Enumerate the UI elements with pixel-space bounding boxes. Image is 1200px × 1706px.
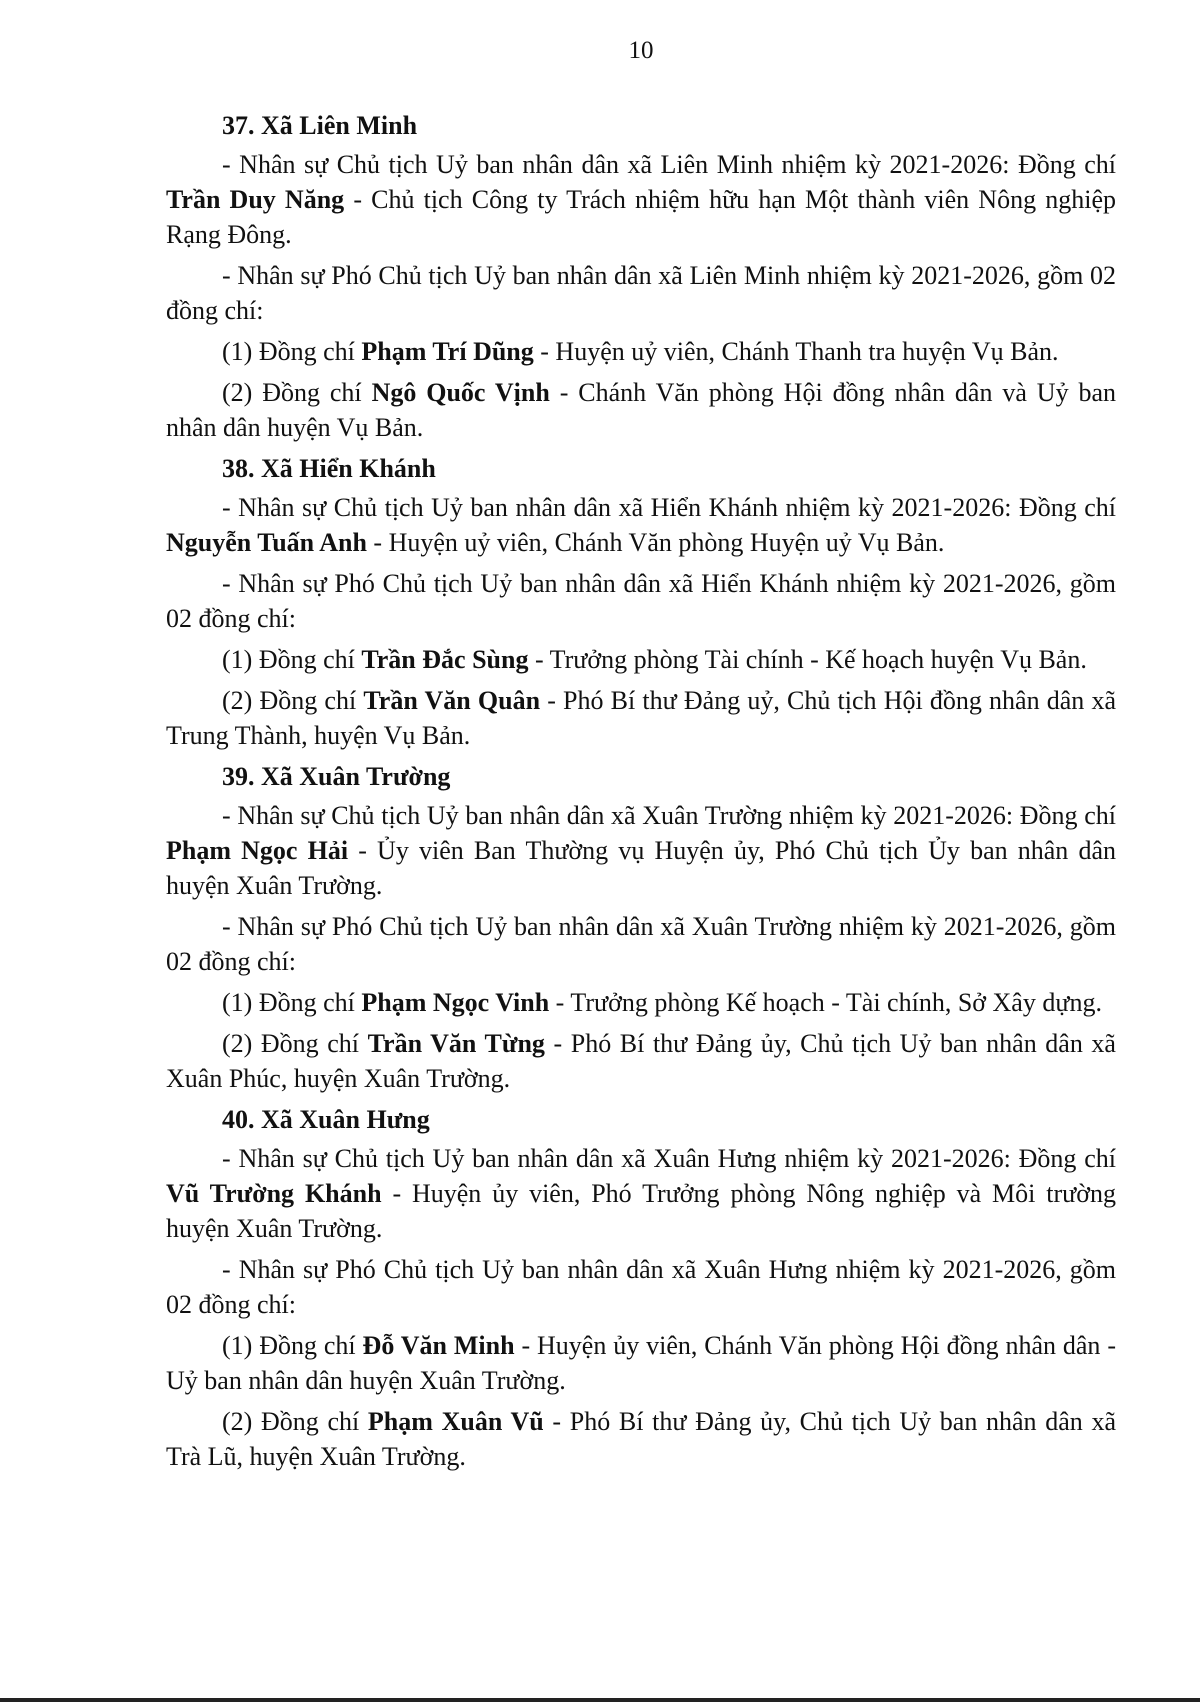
- vice-name: Phạm Ngọc Vinh: [361, 988, 550, 1017]
- section-heading: 39. Xã Xuân Trường: [222, 762, 451, 791]
- chair-paragraph: [166, 798, 1116, 903]
- page-bottom-edge: [0, 1698, 1200, 1702]
- section-heading: 37. Xã Liên Minh: [222, 111, 418, 140]
- vice-name: Phạm Xuân Vũ: [367, 1407, 544, 1436]
- vice-paragraph: [166, 1026, 1116, 1096]
- document-body: [166, 108, 1116, 1480]
- chair-text: - Nhân sự Chủ tịch Uỷ ban nhân dân xã Liên Minh nhiệm kỳ 2021-2026: Đồng chí: [222, 150, 1116, 179]
- vice-paragraph: [166, 1328, 1116, 1398]
- page-number: 10: [628, 37, 654, 64]
- vice-prefix: (2) Đồng chí: [222, 686, 364, 715]
- vice-intro: - Nhân sự Phó Chủ tịch Uỷ ban nhân dân xã Hiển Khánh nhiệm kỳ 2021-2026, gồm 02 đồng chí:: [166, 569, 1116, 633]
- chair-name: Vũ Trường Khánh: [166, 1179, 382, 1208]
- chair-paragraph: [166, 490, 1116, 560]
- vice-title: - Huyện uỷ viên, Chánh Thanh tra huyện Vụ Bản.: [533, 337, 1059, 366]
- vice-title: - Trưởng phòng Tài chính - Kế hoạch huyện Vụ Bản.: [528, 645, 1087, 674]
- vice-prefix: (2) Đồng chí: [222, 378, 372, 407]
- chair-text: - Nhân sự Chủ tịch Uỷ ban nhân dân xã Xuân Trường nhiệm kỳ 2021-2026: Đồng chí: [222, 801, 1116, 830]
- vice-paragraph: [166, 334, 1116, 369]
- chair-name: Phạm Ngọc Hải: [166, 836, 349, 865]
- section-xuan-hung: [166, 1102, 1116, 1474]
- chair-paragraph: [166, 1141, 1116, 1246]
- chair-text: - Nhân sự Chủ tịch Uỷ ban nhân dân xã Hiển Khánh nhiệm kỳ 2021-2026: Đồng chí: [222, 493, 1116, 522]
- vice-prefix: (2) Đồng chí: [222, 1407, 368, 1436]
- chair-paragraph: [166, 147, 1116, 252]
- chair-title: - Huyện uỷ viên, Chánh Văn phòng Huyện uỷ Vụ Bản.: [366, 528, 945, 557]
- vice-name: Phạm Trí Dũng: [361, 337, 534, 366]
- vice-prefix: (1) Đồng chí: [222, 645, 362, 674]
- vice-paragraph: [166, 683, 1116, 753]
- vice-intro: - Nhân sự Phó Chủ tịch Uỷ ban nhân dân xã Xuân Trường nhiệm kỳ 2021-2026, gồm 02 đồng chí:: [166, 912, 1116, 976]
- chair-title: - Ủy viên Ban Thường vụ Huyện ủy, Phó Chủ tịch Ủy ban nhân dân huyện Xuân Trường.: [166, 836, 1116, 900]
- section-lien-minh: [166, 108, 1116, 445]
- chair-title: - Chủ tịch Công ty Trách nhiệm hữu hạn Một thành viên Nông nghiệp Rạng Đông.: [166, 185, 1116, 249]
- vice-title: - Phó Bí thư Đảng ủy, Chủ tịch Uỷ ban nhân dân xã Trà Lũ, huyện Xuân Trường.: [166, 1407, 1116, 1471]
- vice-name: Trần Đắc Sùng: [361, 645, 529, 674]
- vice-name: Trần Văn Từng: [367, 1029, 545, 1058]
- vice-name: Trần Văn Quân: [363, 686, 541, 715]
- vice-title: - Phó Bí thư Đảng ủy, Chủ tịch Uỷ ban nhân dân xã Xuân Phúc, huyện Xuân Trường.: [166, 1029, 1116, 1093]
- vice-name: Đỗ Văn Minh: [362, 1331, 515, 1360]
- vice-title: - Trưởng phòng Kế hoạch - Tài chính, Sở Xây dựng.: [549, 988, 1102, 1017]
- vice-intro: - Nhân sự Phó Chủ tịch Uỷ ban nhân dân xã Xuân Hưng nhiệm kỳ 2021-2026, gồm 02 đồng chí:: [166, 1255, 1116, 1319]
- vice-prefix: (1) Đồng chí: [222, 1331, 363, 1360]
- vice-title: - Chánh Văn phòng Hội đồng nhân dân và Uỷ ban nhân dân huyện Vụ Bản.: [166, 378, 1117, 442]
- vice-paragraph: [166, 1404, 1116, 1474]
- vice-prefix: (1) Đồng chí: [222, 337, 362, 366]
- chair-name: Trần Duy Năng: [166, 185, 345, 214]
- vice-intro: - Nhân sự Phó Chủ tịch Uỷ ban nhân dân xã Liên Minh nhiệm kỳ 2021-2026, gồm 02 đồng chí:: [166, 261, 1116, 325]
- vice-name: Ngô Quốc Vịnh: [371, 378, 550, 407]
- vice-paragraph: [166, 375, 1116, 445]
- vice-title: - Huyện ủy viên, Chánh Văn phòng Hội đồng nhân dân - Uỷ ban nhân dân huyện Xuân Trường.: [166, 1331, 1116, 1395]
- vice-title: - Phó Bí thư Đảng uỷ, Chủ tịch Hội đồng nhân dân xã Trung Thành, huyện Vụ Bản.: [166, 686, 1117, 750]
- section-xuan-truong: [166, 759, 1116, 1096]
- section-heading: 40. Xã Xuân Hưng: [222, 1105, 430, 1134]
- vice-prefix: (1) Đồng chí: [222, 988, 362, 1017]
- chair-title: - Huyện ủy viên, Phó Trưởng phòng Nông nghiệp và Môi trường huyện Xuân Trường.: [166, 1179, 1117, 1243]
- vice-paragraph: [166, 642, 1116, 677]
- section-hien-khanh: [166, 451, 1116, 753]
- chair-name: Nguyễn Tuấn Anh: [166, 528, 367, 557]
- vice-prefix: (2) Đồng chí: [222, 1029, 368, 1058]
- section-heading: 38. Xã Hiển Khánh: [222, 454, 436, 483]
- chair-text: - Nhân sự Chủ tịch Uỷ ban nhân dân xã Xuân Hưng nhiệm kỳ 2021-2026: Đồng chí: [222, 1144, 1116, 1173]
- vice-paragraph: [166, 985, 1116, 1020]
